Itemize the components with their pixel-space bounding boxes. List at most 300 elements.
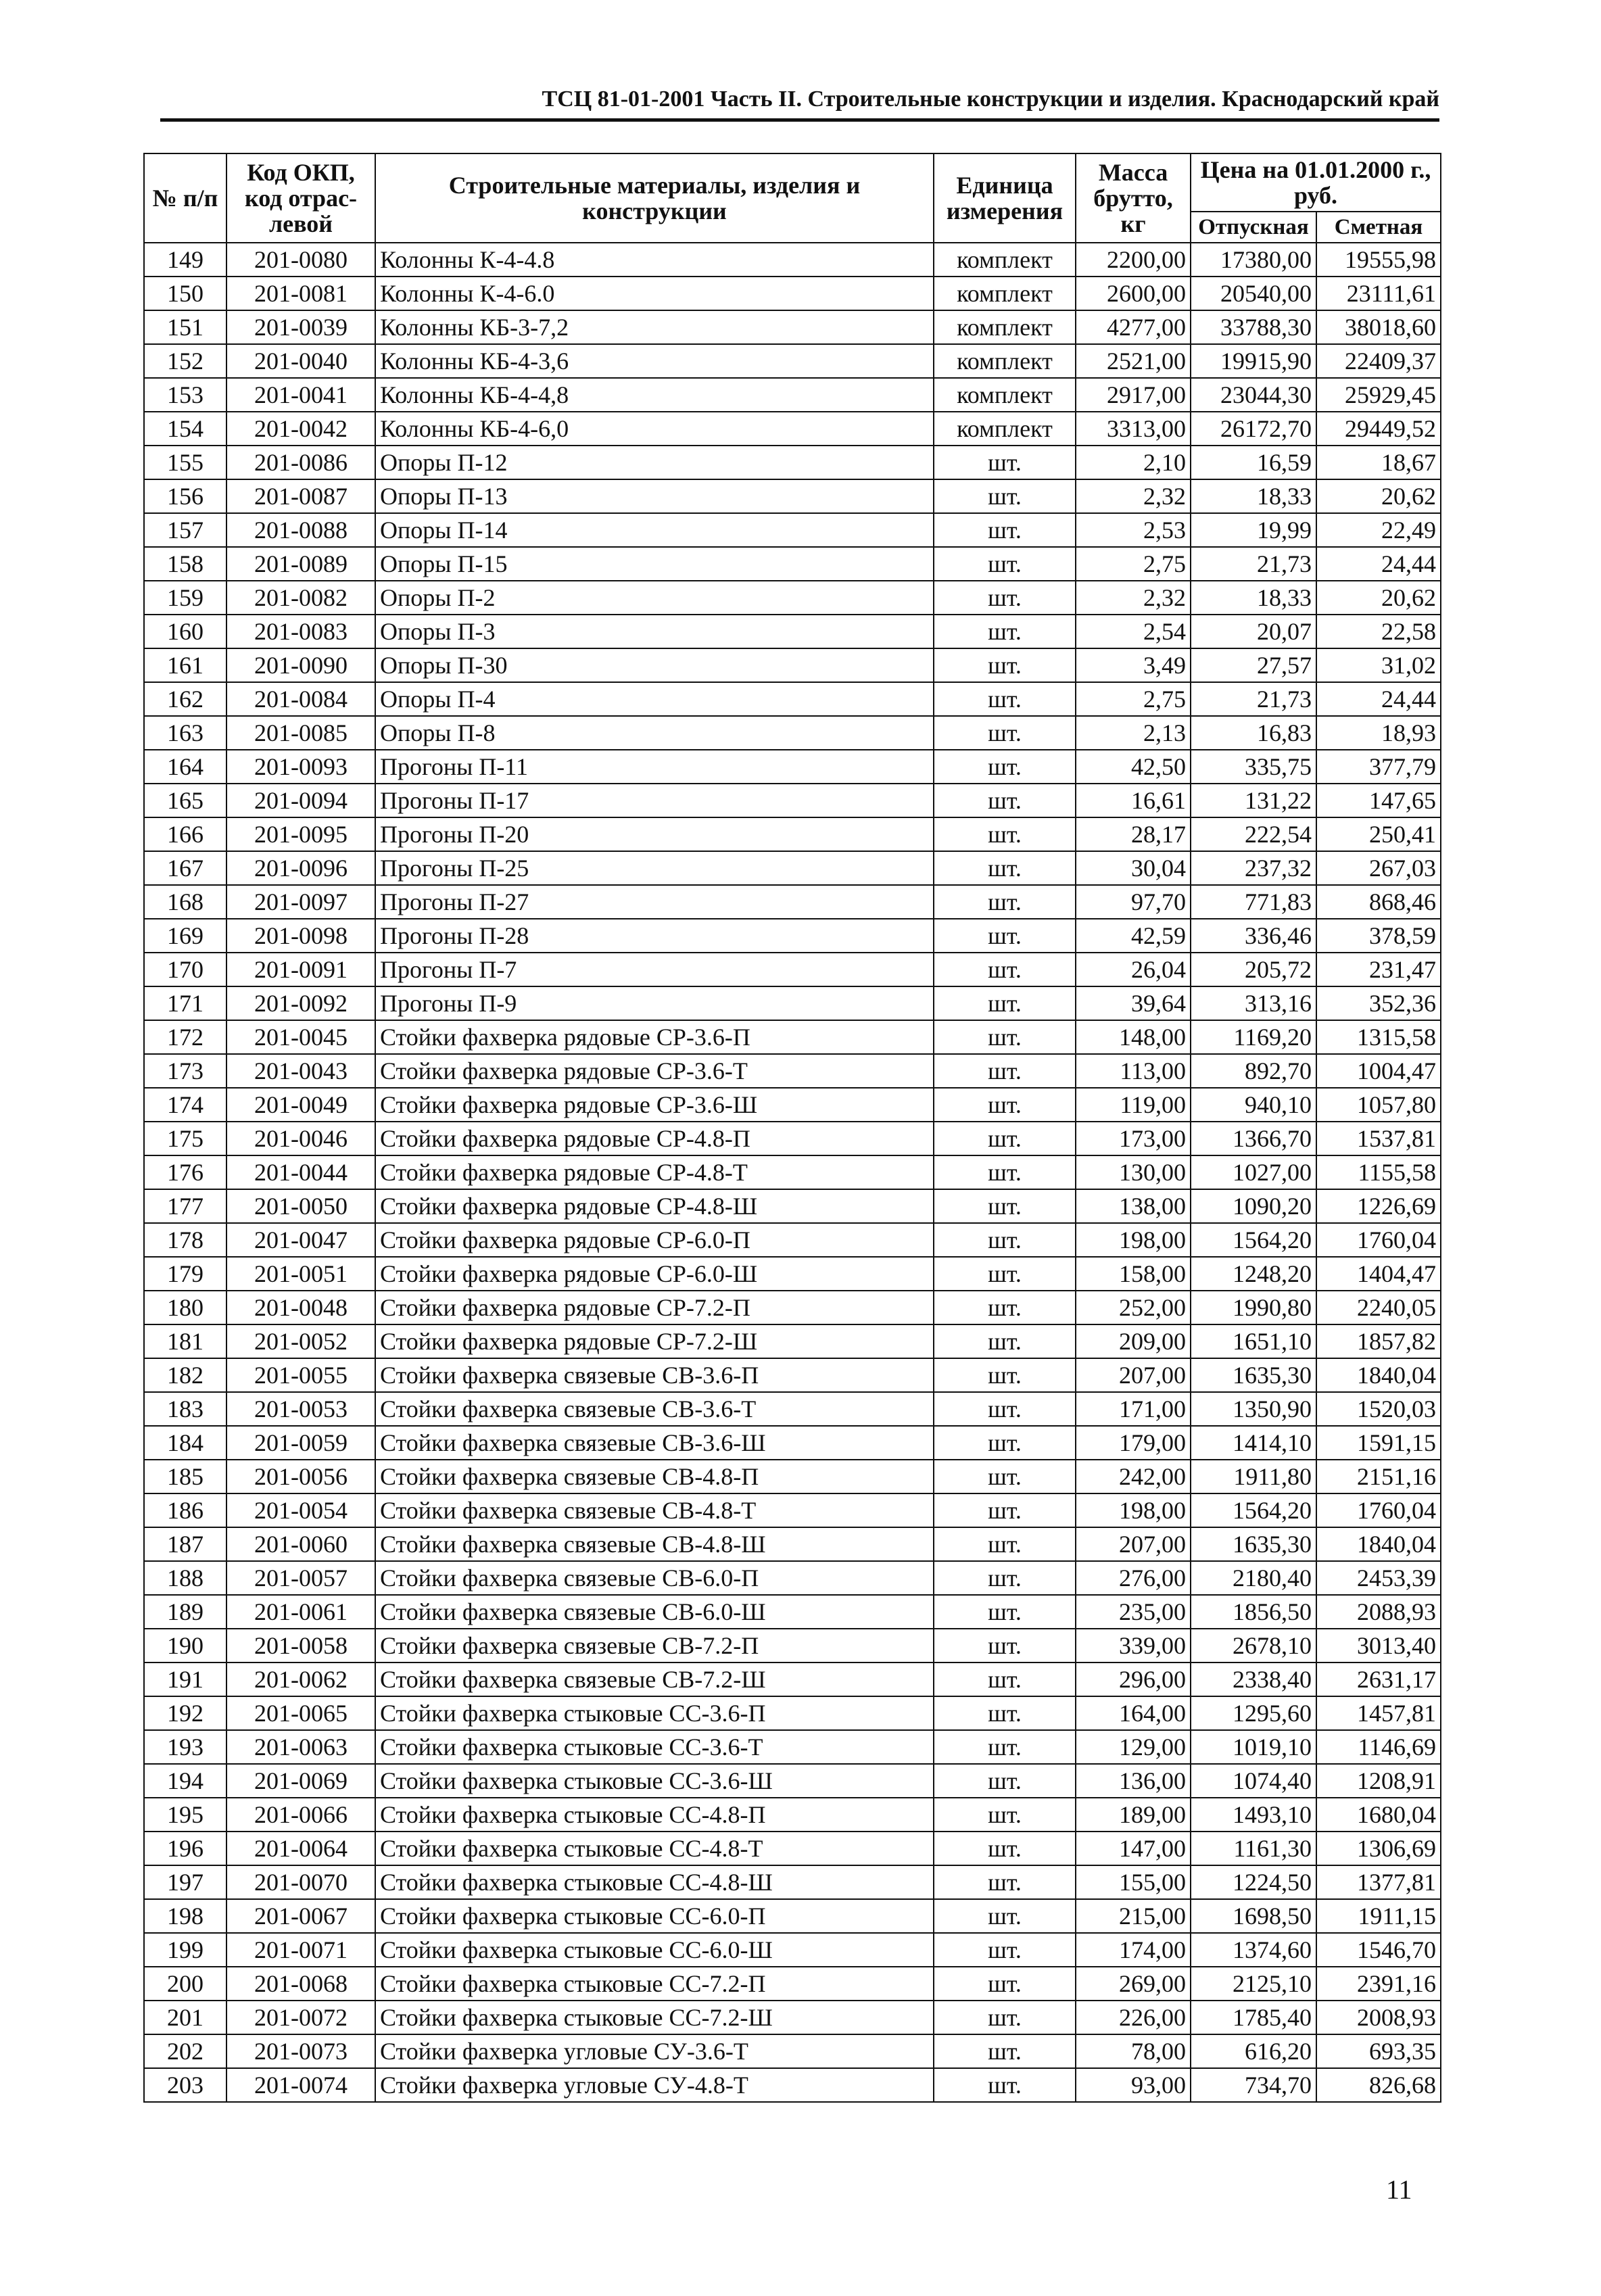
price-estimate-cell: 22,58 [1316, 615, 1441, 648]
unit-cell: шт. [934, 581, 1076, 615]
price-estimate-cell: 868,46 [1316, 885, 1441, 919]
mass-cell: 226,00 [1076, 2001, 1191, 2034]
mass-cell: 2,13 [1076, 716, 1191, 750]
price-release-cell: 237,32 [1191, 851, 1316, 885]
item-name-cell: Стойки фахверка рядовые СР-4.8-П [375, 1122, 934, 1155]
row-num-cell: 195 [144, 1798, 226, 1832]
unit-cell: шт. [934, 1764, 1076, 1798]
item-name-cell: Стойки фахверка рядовые СР-7.2-П [375, 1291, 934, 1324]
table-row [144, 750, 1441, 784]
price-release-cell: 1248,20 [1191, 1257, 1316, 1291]
price-release-cell: 336,46 [1191, 919, 1316, 953]
price-estimate-cell: 18,93 [1316, 716, 1441, 750]
unit-cell: шт. [934, 615, 1076, 648]
item-name-cell: Опоры П-3 [375, 615, 934, 648]
item-name-cell: Стойки фахверка рядовые СР-4.8-Т [375, 1155, 934, 1189]
unit-cell: шт. [934, 1527, 1076, 1561]
row-num-cell: 150 [144, 277, 226, 310]
table-row [144, 1493, 1441, 1527]
price-estimate-cell: 1404,47 [1316, 1257, 1441, 1291]
unit-cell: шт. [934, 1798, 1076, 1832]
okp-code-cell: 201-0091 [226, 953, 375, 986]
item-name-cell: Стойки фахверка стыковые СС-3.6-Ш [375, 1764, 934, 1798]
okp-code-cell: 201-0089 [226, 547, 375, 581]
row-num-cell: 187 [144, 1527, 226, 1561]
header-rule [160, 118, 1439, 122]
table-row [144, 1899, 1441, 1933]
item-name-cell: Стойки фахверка стыковые СС-4.8-Ш [375, 1865, 934, 1899]
okp-code-cell: 201-0040 [226, 344, 375, 378]
okp-code-cell: 201-0086 [226, 446, 375, 479]
mass-cell: 93,00 [1076, 2068, 1191, 2102]
unit-cell: шт. [934, 919, 1076, 953]
row-num-cell: 203 [144, 2068, 226, 2102]
price-release-cell: 335,75 [1191, 750, 1316, 784]
price-release-cell: 2125,10 [1191, 1967, 1316, 2001]
row-num-cell: 159 [144, 581, 226, 615]
item-name-cell: Колонны КБ-4-3,6 [375, 344, 934, 378]
unit-cell: шт. [934, 1291, 1076, 1324]
table-row [144, 479, 1441, 513]
okp-code-cell: 201-0093 [226, 750, 375, 784]
table-row [144, 919, 1441, 953]
unit-cell: комплект [934, 412, 1076, 446]
table-row [144, 1629, 1441, 1663]
row-num-cell: 185 [144, 1460, 226, 1493]
price-estimate-cell: 693,35 [1316, 2034, 1441, 2068]
row-num-cell: 172 [144, 1020, 226, 1054]
unit-cell: шт. [934, 648, 1076, 682]
item-name-cell: Прогоны П-7 [375, 953, 934, 986]
row-num-cell: 149 [144, 243, 226, 277]
price-release-cell: 1635,30 [1191, 1527, 1316, 1561]
mass-cell: 215,00 [1076, 1899, 1191, 1933]
table-row [144, 1967, 1441, 2001]
table-row [144, 2068, 1441, 2102]
row-num-cell: 173 [144, 1054, 226, 1088]
mass-cell: 42,59 [1076, 919, 1191, 953]
price-estimate-cell: 2453,39 [1316, 1561, 1441, 1595]
unit-cell: шт. [934, 817, 1076, 851]
price-estimate-cell: 1840,04 [1316, 1358, 1441, 1392]
price-release-cell: 17380,00 [1191, 243, 1316, 277]
table-row [144, 1561, 1441, 1595]
okp-code-cell: 201-0072 [226, 2001, 375, 2034]
mass-cell: 2,75 [1076, 547, 1191, 581]
unit-cell: шт. [934, 1899, 1076, 1933]
item-name-cell: Стойки фахверка рядовые СР-3.6-П [375, 1020, 934, 1054]
unit-cell: шт. [934, 1595, 1076, 1629]
table-row [144, 1764, 1441, 1798]
price-release-cell: 1366,70 [1191, 1122, 1316, 1155]
price-release-cell: 1651,10 [1191, 1324, 1316, 1358]
col-header-num: № п/п [144, 153, 226, 243]
col-header-price-group: Цена на 01.01.2000 г., руб. [1191, 153, 1441, 212]
unit-cell: шт. [934, 1088, 1076, 1122]
price-estimate-cell: 29449,52 [1316, 412, 1441, 446]
unit-cell: шт. [934, 716, 1076, 750]
col-header-unit: Единица измерения [934, 153, 1076, 243]
unit-cell: шт. [934, 851, 1076, 885]
okp-code-cell: 201-0063 [226, 1730, 375, 1764]
price-release-cell: 2678,10 [1191, 1629, 1316, 1663]
okp-code-cell: 201-0042 [226, 412, 375, 446]
table-body [144, 243, 1441, 2102]
row-num-cell: 183 [144, 1392, 226, 1426]
price-release-cell: 21,73 [1191, 547, 1316, 581]
price-estimate-cell: 377,79 [1316, 750, 1441, 784]
item-name-cell: Опоры П-15 [375, 547, 934, 581]
item-name-cell: Стойки фахверка стыковые СС-6.0-П [375, 1899, 934, 1933]
okp-code-cell: 201-0060 [226, 1527, 375, 1561]
okp-code-cell: 201-0074 [226, 2068, 375, 2102]
price-estimate-cell: 22409,37 [1316, 344, 1441, 378]
mass-cell: 179,00 [1076, 1426, 1191, 1460]
okp-code-cell: 201-0092 [226, 986, 375, 1020]
price-release-cell: 1635,30 [1191, 1358, 1316, 1392]
unit-cell: комплект [934, 378, 1076, 412]
item-name-cell: Стойки фахверка стыковые СС-6.0-Ш [375, 1933, 934, 1967]
okp-code-cell: 201-0045 [226, 1020, 375, 1054]
col-header-name: Строительные материалы, изделия и конструкции [375, 153, 934, 243]
item-name-cell: Стойки фахверка связевые СВ-3.6-П [375, 1358, 934, 1392]
price-estimate-cell: 1546,70 [1316, 1933, 1441, 1967]
price-estimate-cell: 1457,81 [1316, 1696, 1441, 1730]
mass-cell: 2,32 [1076, 581, 1191, 615]
table-row [144, 1426, 1441, 1460]
row-num-cell: 162 [144, 682, 226, 716]
price-release-cell: 1911,80 [1191, 1460, 1316, 1493]
item-name-cell: Стойки фахверка связевые СВ-7.2-Ш [375, 1663, 934, 1696]
okp-code-cell: 201-0049 [226, 1088, 375, 1122]
okp-code-cell: 201-0081 [226, 277, 375, 310]
price-estimate-cell: 1760,04 [1316, 1223, 1441, 1257]
okp-code-cell: 201-0069 [226, 1764, 375, 1798]
table-row [144, 513, 1441, 547]
price-estimate-cell: 2631,17 [1316, 1663, 1441, 1696]
table-row [144, 1324, 1441, 1358]
okp-code-cell: 201-0065 [226, 1696, 375, 1730]
row-num-cell: 164 [144, 750, 226, 784]
unit-cell: комплект [934, 277, 1076, 310]
mass-cell: 39,64 [1076, 986, 1191, 1020]
table-row [144, 1832, 1441, 1865]
mass-cell: 26,04 [1076, 953, 1191, 986]
row-num-cell: 188 [144, 1561, 226, 1595]
table-row [144, 1223, 1441, 1257]
table-row [144, 1257, 1441, 1291]
col-header-price-estimate: Сметная [1316, 212, 1441, 243]
price-estimate-cell: 1520,03 [1316, 1392, 1441, 1426]
table-row [144, 648, 1441, 682]
unit-cell: шт. [934, 784, 1076, 817]
price-estimate-cell: 31,02 [1316, 648, 1441, 682]
okp-code-cell: 201-0056 [226, 1460, 375, 1493]
item-name-cell: Колонны КБ-4-4,8 [375, 378, 934, 412]
mass-cell: 209,00 [1076, 1324, 1191, 1358]
row-num-cell: 196 [144, 1832, 226, 1865]
table-row [144, 378, 1441, 412]
price-release-cell: 1027,00 [1191, 1155, 1316, 1189]
unit-cell: шт. [934, 1054, 1076, 1088]
item-name-cell: Прогоны П-17 [375, 784, 934, 817]
okp-code-cell: 201-0067 [226, 1899, 375, 1933]
price-release-cell: 19915,90 [1191, 344, 1316, 378]
price-estimate-cell: 378,59 [1316, 919, 1441, 953]
price-estimate-cell: 38018,60 [1316, 310, 1441, 344]
page-number: 11 [1386, 2174, 1412, 2205]
price-release-cell: 1564,20 [1191, 1493, 1316, 1527]
price-release-cell: 1350,90 [1191, 1392, 1316, 1426]
mass-cell: 174,00 [1076, 1933, 1191, 1967]
row-num-cell: 151 [144, 310, 226, 344]
row-num-cell: 163 [144, 716, 226, 750]
price-estimate-cell: 20,62 [1316, 479, 1441, 513]
price-release-cell: 616,20 [1191, 2034, 1316, 2068]
unit-cell: шт. [934, 1223, 1076, 1257]
price-estimate-cell: 1004,47 [1316, 1054, 1441, 1088]
row-num-cell: 153 [144, 378, 226, 412]
row-num-cell: 156 [144, 479, 226, 513]
item-name-cell: Стойки фахверка угловые СУ-3.6-Т [375, 2034, 934, 2068]
price-estimate-cell: 1146,69 [1316, 1730, 1441, 1764]
table-row [144, 1798, 1441, 1832]
price-release-cell: 33788,30 [1191, 310, 1316, 344]
price-release-cell: 16,83 [1191, 716, 1316, 750]
row-num-cell: 192 [144, 1696, 226, 1730]
table-row [144, 784, 1441, 817]
mass-cell: 129,00 [1076, 1730, 1191, 1764]
price-release-cell: 892,70 [1191, 1054, 1316, 1088]
price-release-cell: 1019,10 [1191, 1730, 1316, 1764]
okp-code-cell: 201-0046 [226, 1122, 375, 1155]
unit-cell: шт. [934, 446, 1076, 479]
price-estimate-cell: 231,47 [1316, 953, 1441, 986]
mass-cell: 4277,00 [1076, 310, 1191, 344]
price-estimate-cell: 1680,04 [1316, 1798, 1441, 1832]
mass-cell: 119,00 [1076, 1088, 1191, 1122]
mass-cell: 198,00 [1076, 1223, 1191, 1257]
price-release-cell: 27,57 [1191, 648, 1316, 682]
price-release-cell: 1169,20 [1191, 1020, 1316, 1054]
unit-cell: шт. [934, 1967, 1076, 2001]
unit-cell: шт. [934, 513, 1076, 547]
unit-cell: шт. [934, 1020, 1076, 1054]
item-name-cell: Стойки фахверка стыковые СС-4.8-П [375, 1798, 934, 1832]
item-name-cell: Прогоны П-20 [375, 817, 934, 851]
mass-cell: 148,00 [1076, 1020, 1191, 1054]
okp-code-cell: 201-0073 [226, 2034, 375, 2068]
okp-code-cell: 201-0068 [226, 1967, 375, 2001]
price-release-cell: 1074,40 [1191, 1764, 1316, 1798]
row-num-cell: 186 [144, 1493, 226, 1527]
table-row [144, 1663, 1441, 1696]
mass-cell: 198,00 [1076, 1493, 1191, 1527]
mass-cell: 252,00 [1076, 1291, 1191, 1324]
mass-cell: 2,32 [1076, 479, 1191, 513]
okp-code-cell: 201-0058 [226, 1629, 375, 1663]
row-num-cell: 177 [144, 1189, 226, 1223]
col-header-mass: Масса брутто, кг [1076, 153, 1191, 243]
unit-cell: шт. [934, 1865, 1076, 1899]
price-release-cell: 1090,20 [1191, 1189, 1316, 1223]
okp-code-cell: 201-0090 [226, 648, 375, 682]
item-name-cell: Стойки фахверка рядовые СР-7.2-Ш [375, 1324, 934, 1358]
unit-cell: шт. [934, 953, 1076, 986]
price-estimate-cell: 1537,81 [1316, 1122, 1441, 1155]
price-estimate-cell: 352,36 [1316, 986, 1441, 1020]
price-estimate-cell: 20,62 [1316, 581, 1441, 615]
price-release-cell: 734,70 [1191, 2068, 1316, 2102]
table-row [144, 277, 1441, 310]
mass-cell: 147,00 [1076, 1832, 1191, 1865]
price-release-cell: 20540,00 [1191, 277, 1316, 310]
mass-cell: 78,00 [1076, 2034, 1191, 2068]
price-release-cell: 1224,50 [1191, 1865, 1316, 1899]
okp-code-cell: 201-0080 [226, 243, 375, 277]
row-num-cell: 179 [144, 1257, 226, 1291]
table-header [144, 153, 1441, 243]
row-num-cell: 200 [144, 1967, 226, 2001]
mass-cell: 2600,00 [1076, 277, 1191, 310]
item-name-cell: Стойки фахверка рядовые СР-6.0-П [375, 1223, 934, 1257]
price-estimate-cell: 2088,93 [1316, 1595, 1441, 1629]
unit-cell: комплект [934, 310, 1076, 344]
table-row [144, 412, 1441, 446]
row-num-cell: 191 [144, 1663, 226, 1696]
price-release-cell: 18,33 [1191, 479, 1316, 513]
mass-cell: 207,00 [1076, 1358, 1191, 1392]
table-row [144, 1527, 1441, 1561]
row-num-cell: 199 [144, 1933, 226, 1967]
item-name-cell: Опоры П-4 [375, 682, 934, 716]
price-estimate-cell: 1760,04 [1316, 1493, 1441, 1527]
mass-cell: 3313,00 [1076, 412, 1191, 446]
okp-code-cell: 201-0097 [226, 885, 375, 919]
price-estimate-cell: 1057,80 [1316, 1088, 1441, 1122]
unit-cell: шт. [934, 1730, 1076, 1764]
item-name-cell: Стойки фахверка стыковые СС-3.6-Т [375, 1730, 934, 1764]
table-row [144, 817, 1441, 851]
row-num-cell: 169 [144, 919, 226, 953]
row-num-cell: 157 [144, 513, 226, 547]
mass-cell: 339,00 [1076, 1629, 1191, 1663]
okp-code-cell: 201-0070 [226, 1865, 375, 1899]
row-num-cell: 165 [144, 784, 226, 817]
mass-cell: 136,00 [1076, 1764, 1191, 1798]
price-release-cell: 16,59 [1191, 446, 1316, 479]
price-release-cell: 1493,10 [1191, 1798, 1316, 1832]
price-estimate-cell: 1857,82 [1316, 1324, 1441, 1358]
table-row [144, 2034, 1441, 2068]
item-name-cell: Стойки фахверка рядовые СР-4.8-Ш [375, 1189, 934, 1223]
unit-cell: шт. [934, 2068, 1076, 2102]
item-name-cell: Прогоны П-11 [375, 750, 934, 784]
table-row [144, 716, 1441, 750]
okp-code-cell: 201-0088 [226, 513, 375, 547]
okp-code-cell: 201-0050 [226, 1189, 375, 1223]
price-release-cell: 222,54 [1191, 817, 1316, 851]
mass-cell: 242,00 [1076, 1460, 1191, 1493]
mass-cell: 16,61 [1076, 784, 1191, 817]
mass-cell: 2,53 [1076, 513, 1191, 547]
row-num-cell: 198 [144, 1899, 226, 1933]
okp-code-cell: 201-0098 [226, 919, 375, 953]
unit-cell: шт. [934, 1460, 1076, 1493]
price-table [143, 153, 1441, 2103]
item-name-cell: Стойки фахверка связевые СВ-6.0-П [375, 1561, 934, 1595]
unit-cell: шт. [934, 1832, 1076, 1865]
price-estimate-cell: 1840,04 [1316, 1527, 1441, 1561]
price-estimate-cell: 147,65 [1316, 784, 1441, 817]
table-row [144, 1189, 1441, 1223]
price-release-cell: 1698,50 [1191, 1899, 1316, 1933]
okp-code-cell: 201-0064 [226, 1832, 375, 1865]
okp-code-cell: 201-0059 [226, 1426, 375, 1460]
okp-code-cell: 201-0039 [226, 310, 375, 344]
item-name-cell: Колонны КБ-4-6,0 [375, 412, 934, 446]
row-num-cell: 190 [144, 1629, 226, 1663]
item-name-cell: Стойки фахверка стыковые СС-3.6-П [375, 1696, 934, 1730]
row-num-cell: 170 [144, 953, 226, 986]
row-num-cell: 176 [144, 1155, 226, 1189]
mass-cell: 235,00 [1076, 1595, 1191, 1629]
unit-cell: шт. [934, 750, 1076, 784]
unit-cell: шт. [934, 2034, 1076, 2068]
row-num-cell: 189 [144, 1595, 226, 1629]
mass-cell: 138,00 [1076, 1189, 1191, 1223]
unit-cell: шт. [934, 682, 1076, 716]
mass-cell: 207,00 [1076, 1527, 1191, 1561]
item-name-cell: Стойки фахверка стыковые СС-7.2-Ш [375, 2001, 934, 2034]
table-row [144, 243, 1441, 277]
price-estimate-cell: 2008,93 [1316, 2001, 1441, 2034]
price-estimate-cell: 1911,15 [1316, 1899, 1441, 1933]
table-row [144, 310, 1441, 344]
okp-code-cell: 201-0085 [226, 716, 375, 750]
unit-cell: шт. [934, 1189, 1076, 1223]
mass-cell: 2,75 [1076, 682, 1191, 716]
price-estimate-cell: 25929,45 [1316, 378, 1441, 412]
table-row [144, 2001, 1441, 2034]
unit-cell: шт. [934, 479, 1076, 513]
table-row [144, 682, 1441, 716]
price-estimate-cell: 22,49 [1316, 513, 1441, 547]
row-num-cell: 184 [144, 1426, 226, 1460]
item-name-cell: Опоры П-8 [375, 716, 934, 750]
price-estimate-cell: 19555,98 [1316, 243, 1441, 277]
item-name-cell: Опоры П-12 [375, 446, 934, 479]
table-row [144, 1696, 1441, 1730]
mass-cell: 276,00 [1076, 1561, 1191, 1595]
unit-cell: шт. [934, 1696, 1076, 1730]
col-header-code: Код ОКП, код отрас-левой [226, 153, 375, 243]
item-name-cell: Прогоны П-28 [375, 919, 934, 953]
price-release-cell: 1374,60 [1191, 1933, 1316, 1967]
price-estimate-cell: 18,67 [1316, 446, 1441, 479]
price-release-cell: 1564,20 [1191, 1223, 1316, 1257]
row-num-cell: 152 [144, 344, 226, 378]
okp-code-cell: 201-0043 [226, 1054, 375, 1088]
unit-cell: шт. [934, 2001, 1076, 2034]
price-estimate-cell: 1155,58 [1316, 1155, 1441, 1189]
unit-cell: шт. [934, 1663, 1076, 1696]
table-row [144, 581, 1441, 615]
item-name-cell: Стойки фахверка рядовые СР-6.0-Ш [375, 1257, 934, 1291]
price-release-cell: 19,99 [1191, 513, 1316, 547]
price-release-cell: 1414,10 [1191, 1426, 1316, 1460]
mass-cell: 155,00 [1076, 1865, 1191, 1899]
